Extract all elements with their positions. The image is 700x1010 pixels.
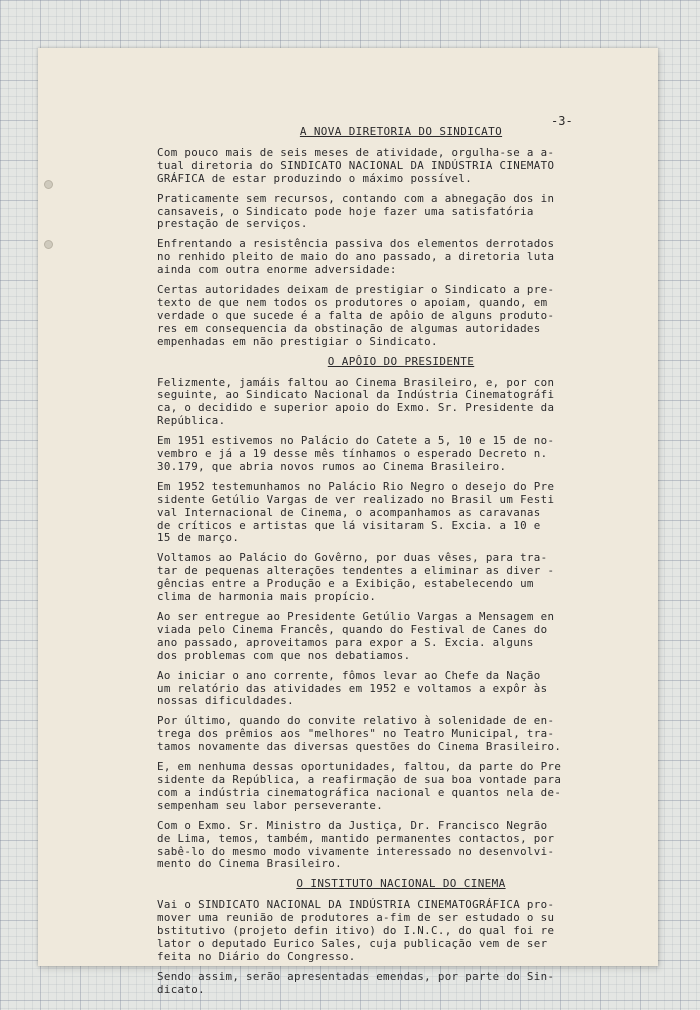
document-page (38, 48, 658, 996)
section-nova-diretoria (157, 126, 625, 349)
paragraph: Enfrentando a resistência passiva dos elementos derrotados no renhido pleito de maio do ano passado, a diretoria luta ainda com outra enorme adversidade: (157, 237, 555, 277)
paragraph: E, em nenhuma dessas oportunidades, faltou, da parte do Pre sidente da República, a reafirmação de sua boa vontade para com a indústria cinematográfica nacional e quantos nela de- sempenham seu labor perseverante. (157, 760, 562, 812)
paragraph: Certas autoridades deixam de prestigiar o Sindicato a pre- texto de que nem todos os produtores o apoiam, quando, em verdade o que sucede é a falta de apôio de alguns produto- res em consequencia da obstinação de algumas autoridades empenhadas em não prestigiar o Sindicato. (157, 283, 555, 348)
page-number: -3- (551, 114, 573, 128)
paragraph: Em 1952 testemunhamos no Palácio Rio Negro o desejo do Pre sidente Getúlio Vargas de ver realizado no Brasil um Festi val Internacional de Cinema, o acompanhamos as caravanas de críticos e artistas que lá visitaram S. Excia. a 10 e 15 de março. (157, 479, 555, 545)
section-instituto-nacional (157, 878, 625, 996)
paragraph: Felizmente, jamáis faltou ao Cinema Brasileiro, e, por con seguinte, ao Sindicato Nacional da Indústria Cinematográfi ca, o decidido e superior apoio do Exmo. Sr. Presidente da República. (157, 375, 555, 428)
section-heading: A NOVA DIRETORIA DO SINDICATO (299, 125, 503, 138)
punch-hole (44, 180, 53, 189)
paragraph: Voltamos ao Palácio do Govêrno, por duas vêses, para tra- tar de pequenas alterações tendentes a eliminar as diver - gências entre a Produção e a Exibição, estabelecendo um clima de harmonia mais propício. (157, 551, 555, 604)
document-body (157, 126, 625, 1004)
paragraph: Vai o SINDICATO NACIONAL DA INDÚSTRIA CINEMATOGRÁFICA pro- mover uma reunião de produtores a-fim de ser estudado o su bstitutivo (projeto defin itivo) do I.N.C., do qual foi re lator o deputado Eurico Sales, cuja publicação vem de ser feita no Diário do Congresso. (157, 898, 555, 963)
paragraph: Com o Exmo. Sr. Ministro da Justiça, Dr. Francisco Negrão de Lima, temos, também, mantido permanentes contactos, por sabê-lo do mesmo modo vivamente interessado no desenvolvi- mento do Cinema Brasileiro. (157, 818, 555, 871)
paragraph: Por último, quando do convite relativo à solenidade de en- trega dos prêmios aos "melhores" no Teatro Municipal, tra- tamos novamente das diversas questões do Cinema Brasileiro. (157, 714, 562, 754)
paragraph: Praticamente sem recursos, contando com a abnegação dos in cansaveis, o Sindicato pode hoje fazer uma satisfatória prestação de serviços. (157, 191, 555, 231)
paragraph: Ao iniciar o ano corrente, fômos levar ao Chefe da Nação um relatório das atividades em 1952 e voltamos a expôr às nossas dificuldades. (157, 668, 548, 708)
section-heading: O APÔIO DO PRESIDENTE (327, 354, 475, 368)
section-heading: O INSTITUTO NACIONAL DO CINEMA (296, 877, 506, 891)
paragraph: Com pouco mais de seis meses de atividade, orgulha-se a a- tual diretoria do SINDICATO NACIONAL DA INDÚSTRIA CINEMATO GRÁFICA de estar produzindo o máximo possível. (157, 145, 555, 185)
section-apoio-presidente (157, 356, 625, 872)
paragraph: Ao ser entregue ao Presidente Getúlio Vargas a Mensagem en viada pelo Cinema Francês, quando do Festival de Canes do ano passado, aproveitamos para expor a S. Excia. alguns dos problemas com que nos debatiamos. (157, 610, 555, 662)
punch-hole (44, 240, 53, 249)
paragraph: Em 1951 estivemos no Palácio do Catete a 5, 10 e 15 de no- vembro e já a 19 desse mês tínhamos o esperado Decreto n. 30.179, que abria novos rumos ao Cinema Brasileiro. (157, 434, 555, 473)
paragraph: Sendo assim, serão apresentadas emendas, por parte do Sin- dicato. (157, 969, 555, 996)
